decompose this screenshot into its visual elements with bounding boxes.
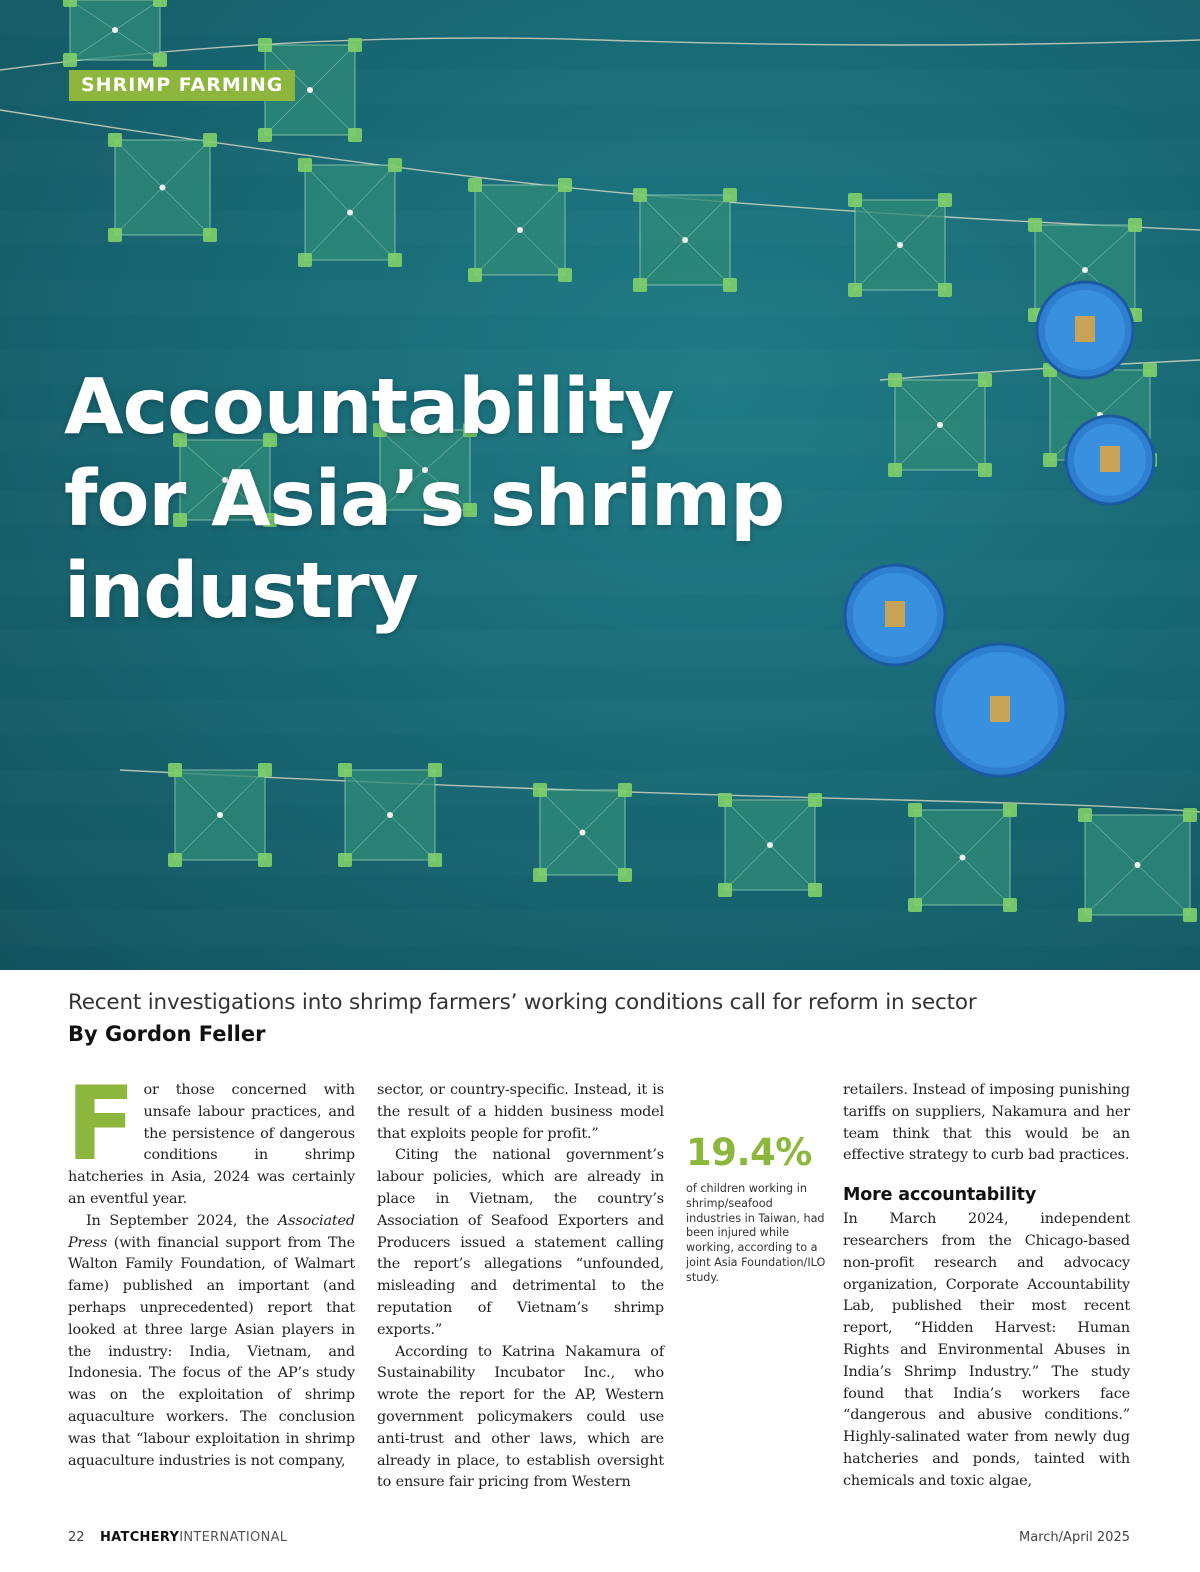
float-buoy	[718, 793, 732, 807]
float-buoy	[618, 783, 632, 797]
paragraph-intro: For those concerned with unsafe labour practices, and the persistence of dangerous conditions in shrimp hatcheries in Asia, 2024 was certainly an eventful year.	[66, 1065, 355, 1207]
water-ripple	[0, 910, 1200, 945]
water-ripple	[0, 280, 1200, 315]
float-buoy	[338, 763, 352, 777]
float-buoy	[633, 278, 647, 292]
pen-center-post	[517, 227, 523, 233]
article-column-2	[377, 1080, 664, 1494]
float-buoy	[1183, 808, 1197, 822]
float-buoy	[558, 268, 572, 282]
pen-center-post	[307, 87, 313, 93]
deck-subtitle: Recent investigations into shrimp farmers’ working conditions call for reform in sector	[68, 990, 977, 1015]
float-buoy	[848, 193, 862, 207]
boat-cargo	[1100, 446, 1120, 472]
float-buoy	[558, 178, 572, 192]
float-buoy	[108, 133, 122, 147]
water-ripple	[0, 0, 1200, 35]
float-buoy	[808, 793, 822, 807]
float-buoy	[938, 283, 952, 297]
float-buoy	[468, 268, 482, 282]
headline-line-1: Accountability	[64, 363, 674, 452]
float-buoy	[723, 188, 737, 202]
float-buoy	[388, 158, 402, 172]
pen-center-post	[387, 812, 393, 818]
float-buoy	[1183, 908, 1197, 922]
boat-cargo	[990, 696, 1010, 722]
pen-center-post	[767, 842, 773, 848]
paragraph: According to Katrina Nakamura of Sustainability Incubator Inc., who wrote the report for the AP, Western government policymakers could use anti-trust and other laws, which are already in place, to establish oversight to ensure fair pricing from Western	[377, 1343, 664, 1491]
stat-value: 19.4%	[686, 1131, 812, 1174]
mooring-line	[0, 38, 1200, 70]
paragraph: In September 2024, the Associated Press (with financial support from The Walton Family Foundation, of Walmart fame) published an important (and perhaps unprecedented) report that looked at three large Asian players in the industry: India, Vietnam, and Indonesia. The focus of the AP’s study was on the exploitation of shrimp aquaculture workers. The conclusion was that “labour exploitation in shrimp aquaculture industries is not company,	[68, 1212, 355, 1469]
float-buoy	[168, 763, 182, 777]
float-buoy	[848, 283, 862, 297]
pen-center-post	[1082, 267, 1088, 273]
paragraph: In March 2024, independent researchers from the Chicago-based non-profit research and advocacy organization, Corporate Accountability Lab, published their most recent report, “Hidden Harvest: Human Rights and Environmental Abuses in India’s Shrimp Industry.” The study found that India’s workers face “dangerous and abusive conditions.” Highly-salinated water from newly dug hatcheries and ponds, tainted with chemicals and toxic algae,	[843, 1211, 1130, 1489]
float-buoy	[258, 128, 272, 142]
stat-callout	[686, 1130, 826, 1286]
float-buoy	[908, 803, 922, 817]
float-buoy	[153, 0, 167, 7]
float-buoy	[388, 253, 402, 267]
float-buoy	[338, 853, 352, 867]
pen-center-post	[347, 210, 353, 216]
page-number: 22	[68, 1530, 85, 1545]
pen-center-post	[112, 27, 118, 33]
float-buoy	[258, 853, 272, 867]
boat-cargo	[1075, 316, 1095, 342]
stat-caption: of children working in shrimp/seafood industries in Taiwan, had been injured while working, according to a joint Asia Foundation/ILO study.	[686, 1182, 826, 1284]
article-column-3	[843, 1080, 1130, 1493]
headline-line-2: for Asia’s shrimp	[64, 455, 785, 544]
float-buoy	[108, 228, 122, 242]
float-buoy	[723, 278, 737, 292]
float-buoy	[1028, 218, 1042, 232]
float-buoy	[1078, 808, 1092, 822]
pen-center-post	[160, 185, 166, 191]
issue-date: March/April 2025	[1019, 1530, 1130, 1545]
float-buoy	[298, 253, 312, 267]
float-buoy	[938, 193, 952, 207]
float-buoy	[1043, 453, 1057, 467]
float-buoy	[428, 853, 442, 867]
float-buoy	[63, 53, 77, 67]
paragraph: Citing the national government’s labour policies, which are already in place in Vietnam, the country’s Association of Seafood Exporters and Producers issued a statement calling the report’s allegations “unfounded, misleading and detrimental to the reputation of Vietnam’s shrimp exports.”	[377, 1147, 664, 1338]
float-buoy	[1003, 898, 1017, 912]
float-buoy	[258, 763, 272, 777]
float-buoy	[533, 868, 547, 882]
pen-center-post	[682, 237, 688, 243]
headline	[64, 362, 924, 638]
float-buoy	[203, 228, 217, 242]
float-buoy	[258, 38, 272, 52]
paragraph: sector, or country-specific. Instead, it is the result of a hidden business model that exploits people for profit.”	[377, 1082, 664, 1142]
float-buoy	[808, 883, 822, 897]
float-buoy	[1078, 908, 1092, 922]
byline: By Gordon Feller	[68, 1022, 266, 1046]
float-buoy	[153, 53, 167, 67]
float-buoy	[168, 853, 182, 867]
float-buoy	[978, 373, 992, 387]
headline-line-3: industry	[64, 547, 418, 636]
paragraph: retailers. Instead of imposing punishing tariffs on suppliers, Nakamura and her team think that this would be an effective strategy to curb bad practices.	[843, 1082, 1130, 1164]
article-column-1	[66, 1065, 355, 1472]
publication-name: Associated Press	[68, 1212, 355, 1251]
section-tag: SHRIMP FARMING	[69, 70, 295, 101]
float-buoy	[718, 883, 732, 897]
pen-center-post	[580, 830, 586, 836]
float-buoy	[533, 783, 547, 797]
float-buoy	[978, 463, 992, 477]
float-buoy	[348, 38, 362, 52]
float-buoy	[1128, 218, 1142, 232]
float-buoy	[1143, 363, 1157, 377]
pen-center-post	[897, 242, 903, 248]
float-buoy	[1003, 803, 1017, 817]
float-buoy	[908, 898, 922, 912]
float-buoy	[203, 133, 217, 147]
float-buoy	[298, 158, 312, 172]
pen-center-post	[960, 855, 966, 861]
float-buoy	[63, 0, 77, 7]
drop-cap: F	[66, 1065, 136, 1184]
pen-center-post	[217, 812, 223, 818]
pen-center-post	[937, 422, 943, 428]
float-buoy	[348, 128, 362, 142]
float-buoy	[428, 763, 442, 777]
float-buoy	[618, 868, 632, 882]
magazine-name: HATCHERYINTERNATIONAL	[100, 1530, 288, 1545]
float-buoy	[468, 178, 482, 192]
page-footer	[68, 1530, 1130, 1550]
float-buoy	[633, 188, 647, 202]
subheading: More accountability	[843, 1185, 1037, 1206]
pen-center-post	[1135, 862, 1141, 868]
